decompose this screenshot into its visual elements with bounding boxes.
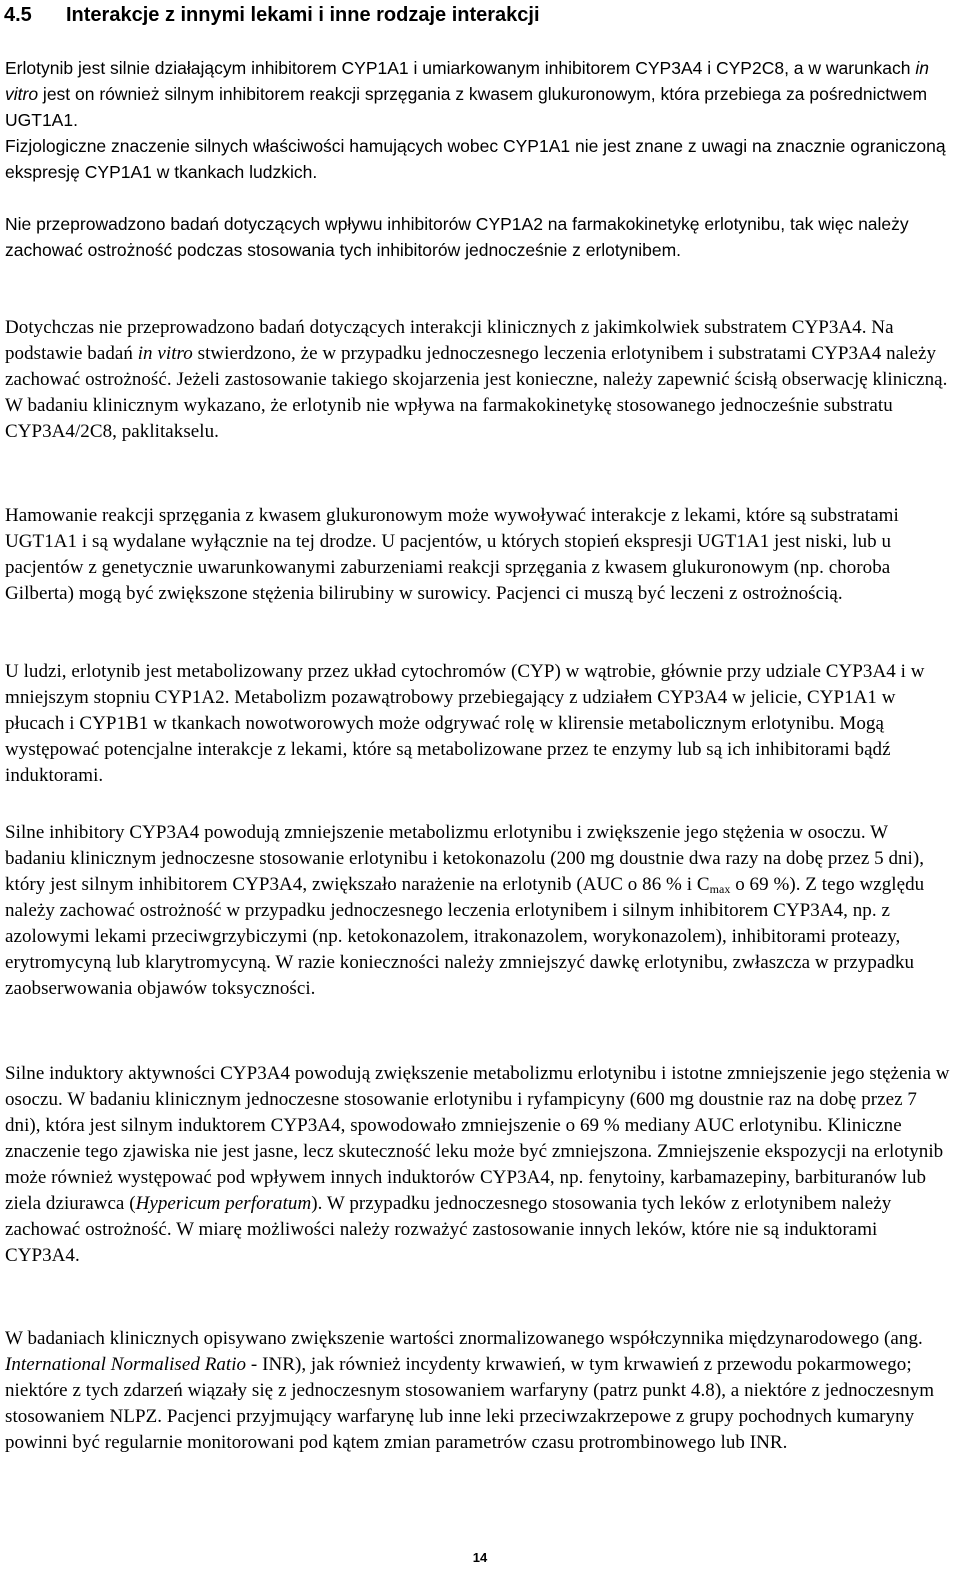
paragraph-text: ). W przypadku jednoczesnego stosowania tych leków z erlotynibem należy zachować ostrożność. W miarę możliwości należy rozważyć zastosowanie innych leków, które nie są induktorami CYP3A4. [5,1193,892,1266]
paragraph-strong-inhibitors [5,820,950,1002]
paragraph-text: W badaniach klinicznych opisywano zwiększenie wartości znormalizowanego współczynnika międzynarodowego (ang. [5,1328,923,1349]
italic-term: in vitro [5,58,930,104]
paragraph-text: Fizjologiczne znaczenie silnych właściwości hamujących wobec CYP1A1 nie jest znane z uwagi na znacznie ograniczoną ekspresję CYP1A1 w tkankach ludzkich. [5,136,946,182]
paragraph-cyp1a2 [5,211,950,263]
paragraph-glucuronidation [5,503,950,607]
paragraph-inr-bleeding [5,1326,950,1456]
paragraph-metabolism [5,659,950,789]
paragraph-text: Hamowanie reakcji sprzęgania z kwasem glukuronowym może wywoływać interakcje z lekami, które są substratami UGT1A1 i są wydalane wyłącznie na tej drodze. U pacjentów, u których stopień ekspresji UGT1A1 jest niski, lub u pacjentów z genetycznie uwarunkowanymi zaburzeniami reakcji sprzęgania z kwasem glukuronowym (np. choroba Gilberta) mogą być zwiększone stężenia bilirubiny w surowicy. Pacjenci ci muszą być leczeni z ostrożnością. [5,505,899,604]
paragraph-cyp-inhibition [5,55,950,185]
italic-term: Hypericum perforatum [135,1193,312,1214]
paragraph-text: stwierdzono, że w przypadku jednoczesnego leczenia erlotynibem i substratami CYP3A4 należy zachować ostrożność. Jeżeli zastosowanie takiego skojarzenia jest konieczne, należy zapewnić ścisłą obserwację kliniczną. W badaniu klinicznym wykazano, że erlotynib nie wpływa na farmakokinetykę stosowanego jednocześnie substratu CYP3A4/2C8, paklitakselu. [5,343,948,442]
paragraph-text: Silne inhibitory CYP3A4 powodują zmniejszenie metabolizmu erlotynibu i zwiększenie jego stężenia w osoczu. W badaniu klinicznym jednoczesne stosowanie erlotynibu i ketokonazolu (200 mg doustnie dwa razy na dobę przez 5 dni), który jest silnym inhibitorem CYP3A4, zwiększało narażenie na erlotynib (AUC o 86 % i C [5,822,925,895]
subscript-max: max [709,882,731,896]
paragraph-text: Nie przeprowadzono badań dotyczących wpływu inhibitorów CYP1A2 na farmakokinetykę erlotynibu, tak więc należy zachować ostrożność podczas stosowania tych inhibitorów jednocześnie z erlotynibem. [5,214,909,260]
italic-term: in vitro [137,343,193,364]
section-heading [4,2,944,28]
paragraph-cyp3a4-substrates [5,315,950,445]
paragraph-text: U ludzi, erlotynib jest metabolizowany przez układ cytochromów (CYP) w wątrobie, głównie przy udziale CYP3A4 i w mniejszym stopniu CYP1A2. Metabolizm pozawątrobowy przebiegający z udziałem CYP3A4 w jelicie, CYP1A1 w płucach i CYP1B1 w tkankach nowotworowych może odgrywać rolę w klirensie metabolicznym erlotynibu. Mogą występować potencjalne interakcje z lekami, które są metabolizowane przez te enzymy lub są ich inhibitorami bądź induktorami. [5,661,925,786]
paragraph-text: Dotychczas nie przeprowadzono badań dotyczących interakcji klinicznych z jakimkolwiek substratem CYP3A4. Na podstawie badań [5,317,894,364]
section-number: 4.5 [4,4,32,26]
paragraph-text: jest on również silnym inhibitorem reakcji sprzęgania z kwasem glukuronowym, która przebiega za pośrednictwem UGT1A1. [5,84,928,130]
paragraph-strong-inducers [5,1061,950,1269]
paragraph-text: Silne induktory aktywności CYP3A4 powodują zwiększenie metabolizmu erlotynibu i istotne zmniejszenie jego stężenia w osoczu. W badaniu klinicznym jednoczesne stosowanie erlotynibu i ryfampicyny (600 mg doustnie raz na dobę przez 7 dni), która jest silnym induktorem CYP3A4, spowodowało zmniejszenie o 69 % mediany AUC erlotynibu. Kliniczne znaczenie tego zjawiska nie jest jasne, lecz skuteczność leku może być zmniejszona. Zmniejszenie ekspozycji na erlotynib może również występować pod wpływem innych induktorów CYP3A4, np. fenytoiny, karbamazepiny, barbituranów lub ziela dziurawca ( [5,1063,950,1214]
section-title: Interakcje z innymi lekami i inne rodzaje interakcji [66,4,540,26]
paragraph-text: - INR), jak również incydenty krwawień, w tym krwawień z przewodu pokarmowego; niektóre z tych zdarzeń wiązały się z jednoczesnym stosowaniem warfaryny (patrz punkt 4.8), a niektóre z jednoczesnym stosowaniem NLPZ. Pacjenci przyjmujący warfarynę lub inne leki przeciwzakrzepowe z grupy pochodnych kumaryny powinni być regularnie monitorowani pod kątem zmian parametrów czasu protrombinowego lub INR. [5,1354,935,1453]
paragraph-text: o 69 %). Z tego względu należy zachować ostrożność w przypadku jednoczesnego leczenia erlotynibem i silnym inhibitorem CYP3A4, np. z azolowymi lekami przeciwgrzybiczymi (np. ketokonazolem, itrakonazolem, worykonazolem), inhibitorami proteazy, erytromycyną lub klarytromycyną. W razie konieczności należy zmniejszyć dawkę erlotynibu, zwłaszcza w przypadku zaobserwowania objawów toksyczności. [5,874,925,999]
italic-term: International Normalised Ratio [5,1354,247,1375]
paragraph-text: Erlotynib jest silnie działającym inhibitorem CYP1A1 i umiarkowanym inhibitorem CYP3A4 i CYP2C8, a w warunkach [5,58,916,78]
page-number: 14 [472,1550,488,1565]
